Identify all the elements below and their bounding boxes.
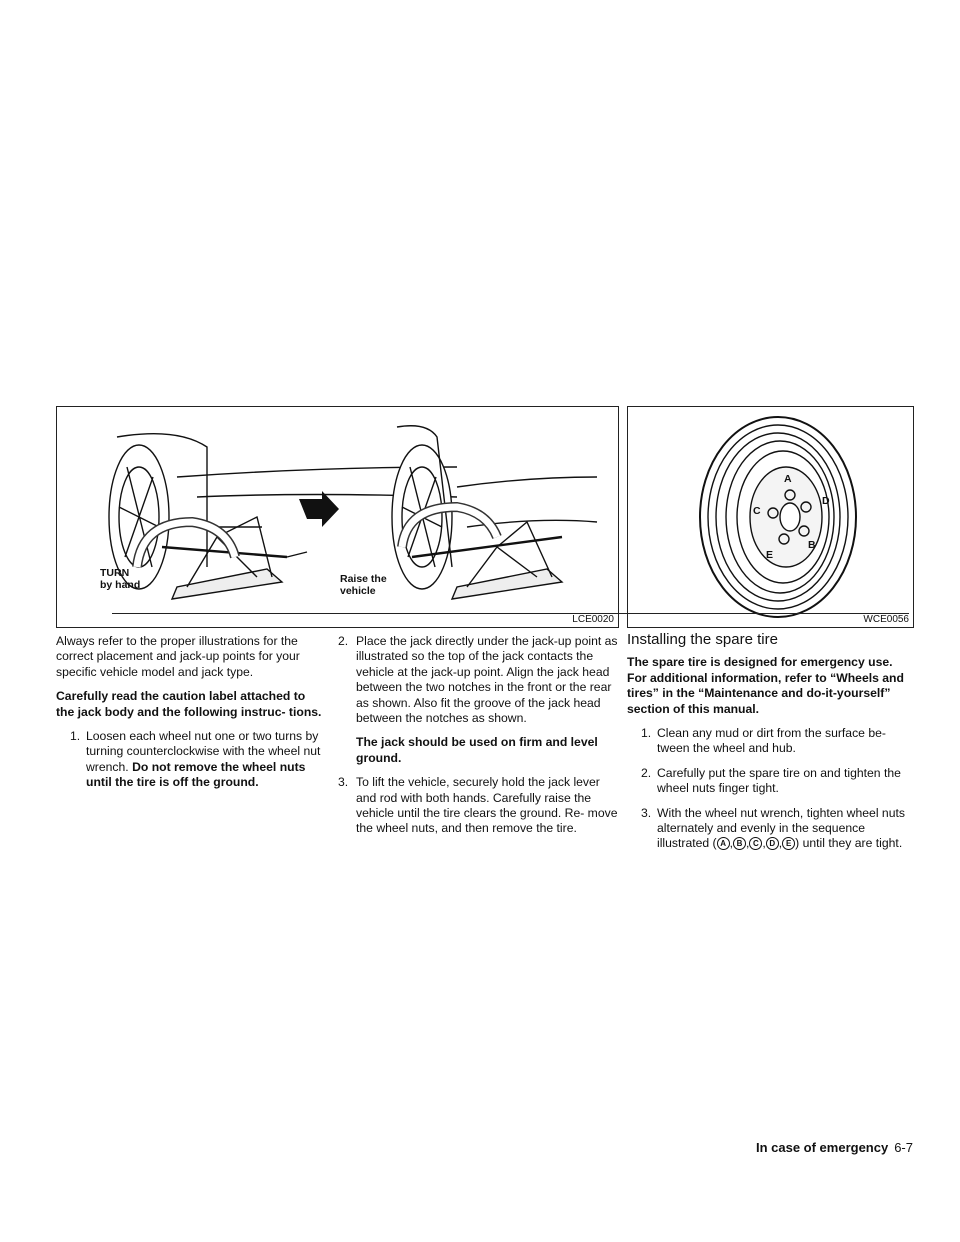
seq-c: C	[749, 837, 762, 850]
raise-vehicle-label: Raise the vehicle	[340, 573, 387, 597]
install-step-1-number: 1.	[641, 726, 652, 741]
install-step-2	[627, 766, 915, 797]
page-footer	[756, 1140, 913, 1155]
step-2	[338, 634, 620, 726]
column-3	[627, 632, 915, 861]
seq-sep: ,	[729, 836, 733, 851]
seq-sep: ,	[762, 836, 766, 851]
intro-paragraph: Always refer to the proper illustrations for the correct placement and jack-up points for your specific vehicle model and jack type.	[56, 634, 300, 679]
jack-figure	[56, 406, 619, 628]
page-number: 6-7	[894, 1140, 913, 1155]
step-1	[56, 729, 326, 791]
step-1-number: 1.	[70, 729, 81, 744]
install-step-3-pre: With the wheel nut wrench, tighten wheel nuts alternately and evenly in the sequence illustrated (	[657, 805, 905, 851]
nut-label-b: B	[808, 539, 816, 551]
figure-code-left: LCE0020	[572, 614, 614, 625]
install-step-3-post: ) until they are tight.	[795, 836, 903, 851]
column-1	[56, 634, 326, 800]
figure-code-right: WCE0056	[863, 614, 909, 625]
seq-e: E	[782, 837, 795, 850]
install-step-3	[627, 806, 915, 852]
section-heading: Installing the spare tire	[627, 631, 778, 648]
step-3-text: To lift the vehicle, securely hold the jack lever and rod with both hands. Carefully raise the vehicle until the tire clears the ground. Re- move the wheel nuts, and then remove the tire.	[356, 775, 618, 836]
seq-sep: ,	[778, 836, 783, 851]
footer-section: In case of emergency	[755, 1140, 889, 1155]
seq-b: B	[733, 837, 746, 850]
install-step-3-number: 3.	[641, 805, 652, 820]
caution-paragraph: Carefully read the caution label attached to the jack body and the following instruc- tions.	[56, 689, 322, 719]
step-2-number: 2.	[338, 634, 349, 648]
step-3	[338, 775, 620, 837]
nut-label-c: C	[753, 505, 761, 517]
step-1-text: Loosen each wheel nut one or two turns by turning counterclockwise with the wheel nut wrench.	[86, 729, 321, 774]
step-3-number: 3.	[338, 775, 349, 790]
jack-illustration	[57, 407, 620, 629]
seq-d: D	[766, 837, 779, 850]
install-step-1-text: Clean any mud or dirt from the surface be- tween the wheel and hub.	[657, 726, 886, 756]
seq-sep: ,	[746, 836, 750, 851]
step-2-warning: The jack should be used on firm and level ground.	[356, 735, 598, 765]
turn-by-hand-label: TURN by hand	[100, 567, 141, 591]
step-1-warning: Do not remove the wheel nuts until the tire is off the ground.	[86, 759, 306, 790]
nut-label-a: A	[784, 473, 792, 485]
spare-tire-figure	[627, 406, 914, 628]
nut-label-e: E	[766, 549, 774, 561]
install-step-2-text: Carefully put the spare tire on and tighten the wheel nuts finger tight.	[657, 765, 901, 796]
install-step-2-number: 2.	[641, 765, 652, 780]
column-2	[338, 634, 620, 846]
nut-label-d: D	[822, 495, 830, 507]
seq-a: A	[717, 837, 730, 850]
step-2-text: Place the jack directly under the jack-up point as illustrated so the top of the jack contacts the vehicle at the jack-up point. Align the jack head between the two notches in the front or the rear as shown. Also fit the groove of the jack head between the notches as shown.	[356, 634, 618, 726]
install-step-1	[627, 726, 915, 757]
spare-tire-intro: The spare tire is designed for emergency use. For additional information, refer to “Wheels and tires” in the “Maintenance and do-it-yourself” section of this manual.	[627, 655, 904, 716]
spare-tire-illustration	[628, 407, 915, 629]
